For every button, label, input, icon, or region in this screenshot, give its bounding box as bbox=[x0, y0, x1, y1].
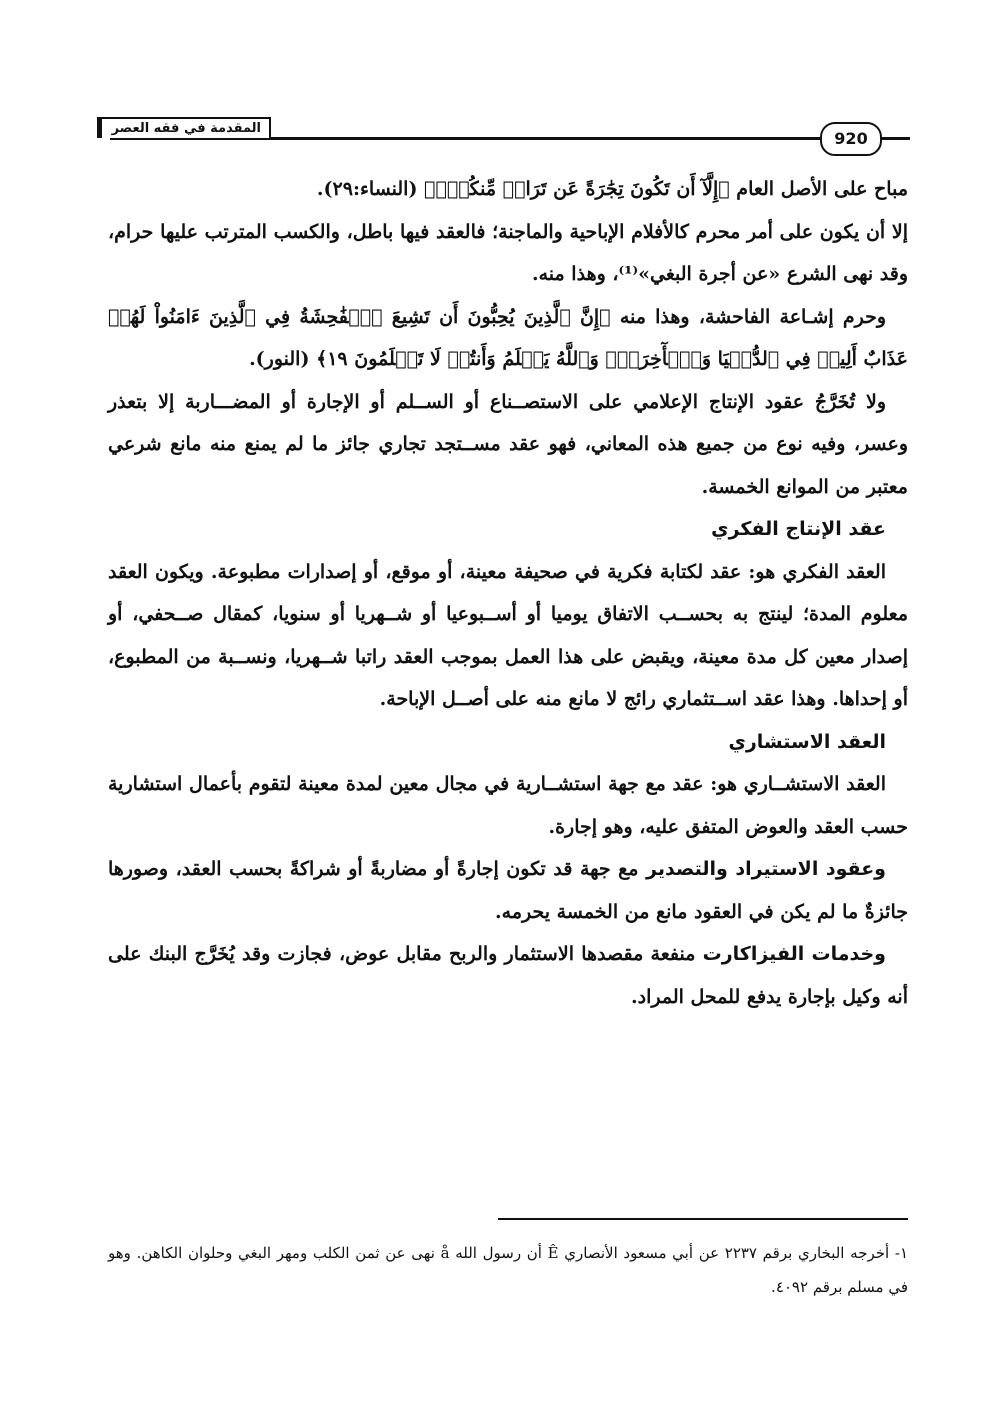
paragraph-2: إلا أن يكون على أمر محرم كالأفلام الإباحية والماجنة؛ فالعقد فيها باطل، والكسب المترتب عليها حرام، وقد نهى الشرع «عن أجرة البغي»⁽¹⁾، وهذا منه. bbox=[108, 220, 908, 285]
main-text bbox=[108, 168, 908, 1018]
term-import-export: وعقود الاستيراد والتصدير bbox=[646, 858, 886, 880]
section-heading-consulting: العقد الاستشاري bbox=[728, 730, 886, 753]
paragraph-visa-services bbox=[108, 933, 908, 1018]
section-heading-intellectual-production: عقد الإنتاج الفكري bbox=[711, 518, 886, 540]
visa-services-text: منفعة مقصدها الاستثمار والربح مقابل عوض، فجازت وقد يُخَرَّج البنك على أنه وكيل بإجارة يدفع للمحل المراد. bbox=[108, 943, 908, 1008]
footnote: ١- أخرجه البخاري برقم ٢٢٣٧ عن أبي مسعود الأنصاري Ê أن رسول الله å نهى عن ثمن الكلب ومهر البغي وحلوان الكاهن. وهو في مسلم برقم ٤٠٩٢. bbox=[108, 1244, 908, 1296]
paragraph-intellectual-contract: العقد الفكري هو: عقد لكتابة فكرية في صحيفة معينة، أو موقع، أو إصدارات مطبوعة. ويكون العقد معلوم المدة؛ لينتج به بحســب الاتفاق يوميا أو أســبوعيا أو شــهريا أو سنويا، كمقال صــحفي، أو إصدار معين كل مدة معينة، ويقبض على هذا العمل بموجب العقد راتبا شــهريا، ونســبة من المطبوع، أو إحداها. وهذا عقد اســتثماري رائج لا مانع منه على أصــل الإباحة. bbox=[108, 560, 908, 710]
paragraph-consulting-contract: العقد الاستشــاري هو: عقد مع جهة استشــارية في مجال معين لمدة معينة لتقوم بأعمال استشارية حسب العقد والعوض المتفق عليه، وهو إجارة. bbox=[108, 773, 908, 838]
page-number: 920 bbox=[820, 122, 882, 156]
paragraph-3: وحرم إشـاعة الفاحشة، وهذا منه ﴿إِنَّ ٱلَّذِينَ يُحِبُّونَ أَن تَشِيعَ ٱلۡفَٰحِشَةُ فِي ٱلَّذِينَ ءَامَنُواْ لَهُمۡ عَذَابٌ أَلِيمٞ فِي ٱلدُّنۡيَا وَٱلۡأٓخِرَةِۚ وَٱللَّهُ يَعۡلَمُ وَأَنتُمۡ لَا تَعۡلَمُونَ ١٩﴾ (النور). bbox=[108, 305, 908, 370]
import-export-text: مع جهة قد تكون إجارةً أو مضاربةً أو شراكةً بحسب العقد، وصورها جائزةٌ ما لم يكن في العقود مانع من الخمسة يحرمه. bbox=[108, 858, 908, 923]
paragraph-import-export bbox=[108, 848, 908, 933]
term-visa-services: وخدمات الفيزاكارت bbox=[702, 943, 886, 965]
book-title: المقدمة في فقه العصر bbox=[97, 117, 271, 138]
paragraph-4: ولا تُخَرَّجُ عقود الإنتاج الإعلامي على الاستصــناع أو الســلم أو الإجارة أو المضـــاربة إلا بتعذر وعسر، وفيه نوع من جميع هذه المعاني، فهو عقد مســتجد تجاري جائز ما لم يمنع منه مانع شرعي معتبر من الموانع الخمسة. bbox=[108, 390, 908, 498]
paragraph-1: مباح على الأصل العام ﴿إِلَّآ أَن تَكُونَ تِجَٰرَةً عَن تَرَاضٖ مِّنكُمۡۚ﴾ (النساء:٢٩). bbox=[316, 178, 908, 200]
footnote-rule bbox=[498, 1218, 908, 1220]
